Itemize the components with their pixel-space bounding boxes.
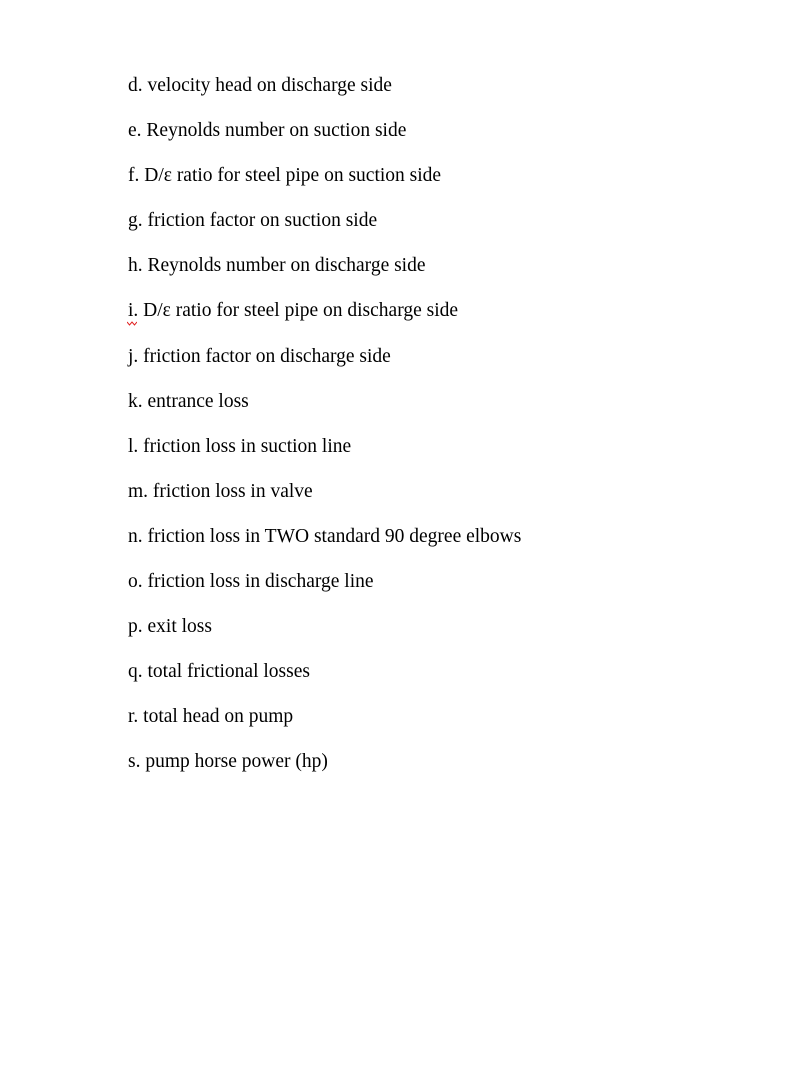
list-item [128,74,521,119]
item-text: friction loss in TWO standard 90 degree elbows [142,525,522,547]
item-marker: d. [128,75,143,96]
item-marker-text: i. [128,300,139,322]
item-text: exit loss [142,616,212,638]
list-item [128,164,521,209]
item-marker: m. [128,480,149,502]
item-text: Reynolds number on suction side [141,120,407,142]
item-text: total head on pump [138,706,294,728]
item-text: D/ε ratio for steel pipe on suction side [139,165,442,187]
item-marker-misspelled[interactable] [128,300,138,321]
item-marker: s. [128,751,141,773]
list-item [128,615,521,660]
list-item [128,254,521,299]
item-marker: q. [128,661,143,683]
list-item [128,705,521,750]
item-marker: r. [128,706,139,728]
item-text: friction factor on suction side [142,210,378,232]
list-item [128,435,521,480]
list-item [128,119,521,164]
item-text: entrance loss [142,390,249,412]
list-item [128,480,521,525]
item-text: pump horse power (hp) [140,751,328,773]
item-text: friction loss in valve [148,480,313,502]
item-marker: n. [128,525,143,547]
list-item [128,390,521,435]
item-text: Reynolds number on discharge side [142,255,426,277]
list-item [128,570,521,615]
item-marker: o. [128,571,143,593]
item-marker: p. [128,616,143,638]
item-text: friction factor on discharge side [138,345,391,367]
item-marker: e. [128,120,142,142]
item-text: friction loss in discharge line [142,571,374,593]
list-item [128,209,521,254]
item-marker: h. [128,255,143,277]
list-item [128,345,521,390]
list-item [128,750,521,795]
spellcheck-underline [127,321,137,326]
item-marker: k. [128,390,143,412]
question-list [128,74,521,796]
item-text: total frictional losses [142,661,310,683]
item-text: friction loss in suction line [138,435,352,457]
item-marker: f. [128,165,140,187]
list-item [128,299,521,344]
item-marker: l. [128,435,139,457]
item-marker: g. [128,210,143,232]
item-text: D/ε ratio for steel pipe on discharge side [138,300,459,322]
item-text: velocity head on discharge side [142,75,392,96]
item-marker: j. [128,345,139,367]
list-item [128,525,521,570]
list-item [128,660,521,705]
